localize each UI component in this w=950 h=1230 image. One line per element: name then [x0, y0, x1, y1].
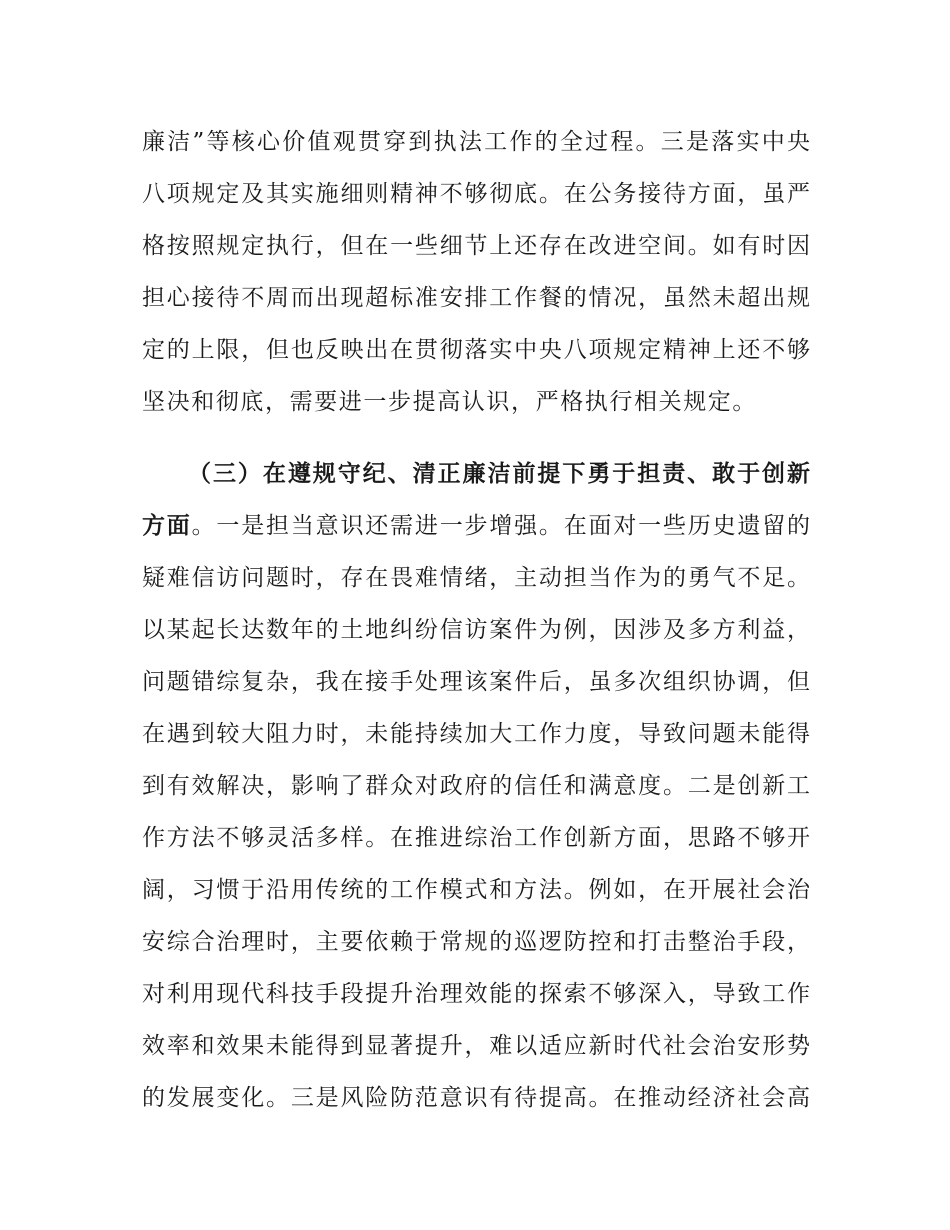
text-line: 八项规定及其实施细则精神不够彻底。在公务接待方面，虽严: [142, 181, 810, 207]
text-line: 的发展变化。三是风险防范意识有待提高。在推动经济社会高: [142, 1085, 810, 1111]
text-line: 作方法不够灵活多样。在推进综治工作创新方面，思路不够开: [142, 825, 810, 851]
text-line: [142, 500, 810, 552]
text-line: 疑难信访问题时，存在畏难情绪，主动担当作为的勇气不足。: [142, 565, 810, 591]
document-page: [142, 116, 810, 1124]
text-line: 定的上限，但也反映出在贯彻落实中央八项规定精神上还不够: [142, 337, 810, 363]
text-line: 问题错综复杂，我在接手处理该案件后，虽多次组织协调，但: [142, 669, 810, 695]
section-heading: （三）在遵规守纪、清正廉洁前提下勇于担责、敢于创新: [188, 461, 810, 487]
paragraph-integrity: [142, 116, 810, 428]
text-line: 廉洁”等核心价值观贯穿到执法工作的全过程。三是落实中央: [142, 129, 810, 155]
text-line: 坚决和彻底，需要进一步提高认识，严格执行相关规定。: [142, 389, 757, 415]
text-line: 在遇到较大阻力时，未能持续加大工作力度，导致问题未能得: [142, 721, 810, 747]
text-line: 安综合治理时，主要依赖于常规的巡逻防控和打击整治手段，: [142, 929, 810, 955]
text-line: 以某起长达数年的土地纠纷信访案件为例，因涉及多方利益，: [142, 617, 810, 643]
paragraph-responsibility: [142, 448, 810, 1124]
text-line: 阔，习惯于沿用传统的工作模式和方法。例如，在开展社会治: [142, 877, 810, 903]
section-heading-end: 方面: [142, 513, 192, 539]
text-line: 对利用现代科技手段提升治理效能的探索不够深入，导致工作: [142, 981, 810, 1007]
text-span: 。一是担当意识还需进一步增强。在面对一些历史遗留的: [191, 513, 811, 539]
text-line: 格按照规定执行，但在一些细节上还存在改进空间。如有时因: [142, 233, 810, 259]
text-line: 效率和效果未能得到显著提升，难以适应新时代社会治安形势: [142, 1033, 810, 1059]
text-line: 担心接待不周而出现超标准安排工作餐的情况，虽然未超出规: [142, 285, 810, 311]
text-line: 到有效解决，影响了群众对政府的信任和满意度。二是创新工: [142, 773, 810, 799]
